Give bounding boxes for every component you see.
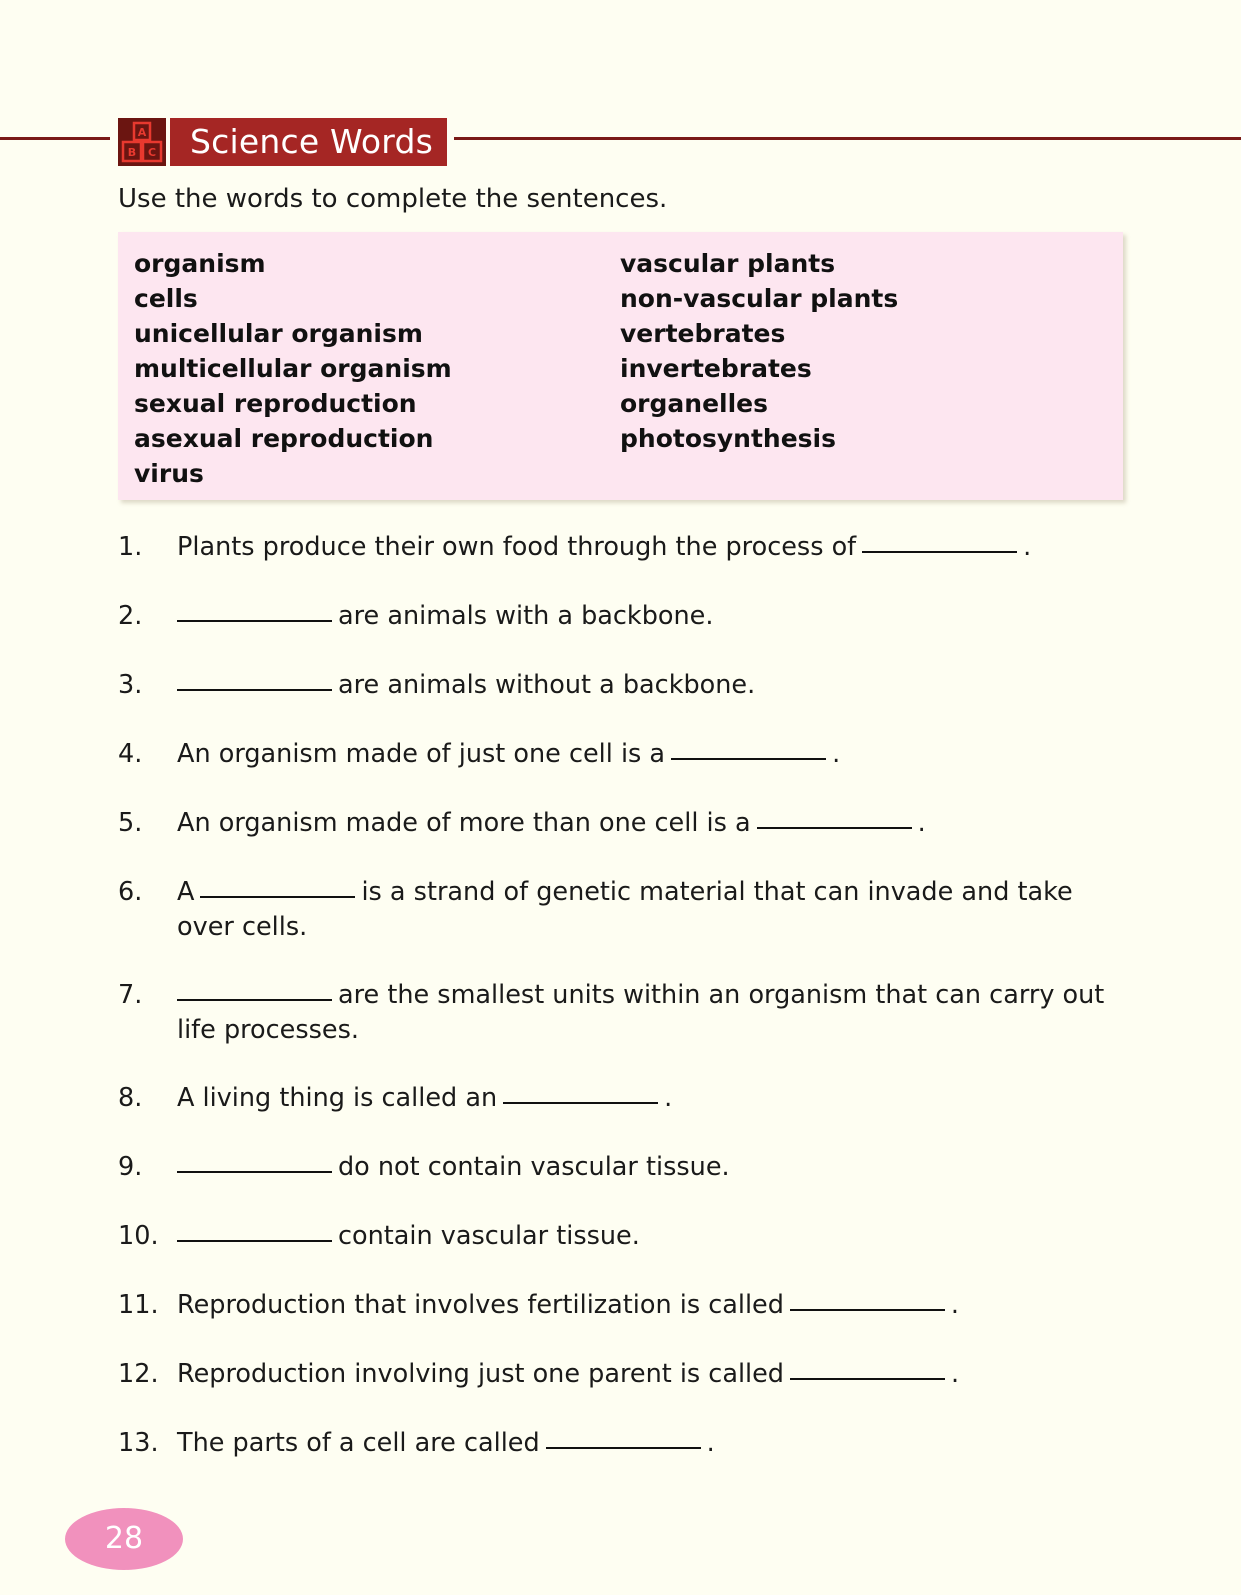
- word-bank-term: vascular plants: [620, 249, 836, 278]
- answer-blank[interactable]: [177, 999, 332, 1001]
- question-text: [177, 1288, 1117, 1323]
- question-text-after: .: [706, 1428, 715, 1458]
- question-number: 4.: [118, 739, 143, 769]
- question-text-after: are the smallest units within an organism that can carry out life processes.: [177, 980, 1105, 1045]
- word-bank-term: vertebrates: [620, 319, 786, 348]
- question-text: [177, 1150, 1117, 1185]
- header-rule-right: [454, 137, 1241, 140]
- word-bank-term: organelles: [620, 389, 768, 418]
- abc-blocks-icon: [118, 118, 166, 166]
- question-text-after: are animals without a backbone.: [338, 670, 756, 700]
- answer-blank[interactable]: [790, 1309, 945, 1311]
- question-text-after: .: [664, 1083, 673, 1113]
- question-text: [177, 1219, 1117, 1254]
- question-number: 5.: [118, 808, 143, 838]
- answer-blank[interactable]: [200, 896, 355, 898]
- section-title: Science Words: [170, 118, 447, 166]
- question-text-before: Plants produce their own food through the process of: [177, 532, 857, 562]
- question-text: [177, 530, 1117, 565]
- question-number: 13.: [118, 1428, 159, 1458]
- answer-blank[interactable]: [177, 689, 332, 691]
- word-bank: [118, 232, 1123, 500]
- word-bank-term: invertebrates: [620, 354, 812, 383]
- question-text: [177, 668, 1117, 703]
- question-text-before: The parts of a cell are called: [177, 1428, 540, 1458]
- question-text-before: An organism made of just one cell is a: [177, 739, 666, 769]
- question-number: 10.: [118, 1221, 159, 1251]
- question-text-before: A: [177, 877, 195, 907]
- question-text-after: .: [950, 1290, 960, 1320]
- question-number: 12.: [118, 1359, 159, 1389]
- question-text: [177, 875, 1117, 945]
- icon-letter-c: C: [147, 146, 157, 159]
- question-number: 8.: [118, 1083, 143, 1113]
- question-text-before: An organism made of more than one cell is a: [177, 808, 751, 838]
- answer-blank[interactable]: [546, 1447, 701, 1449]
- question-text-before: Reproduction involving just one parent is called: [177, 1359, 784, 1389]
- word-bank-left-column: [134, 246, 452, 491]
- question-text: [177, 1081, 1117, 1116]
- question-text-after: are animals with a backbone.: [338, 601, 714, 631]
- icon-letter-a: A: [137, 126, 147, 139]
- answer-blank[interactable]: [503, 1102, 658, 1104]
- question-text-after: contain vascular tissue.: [338, 1221, 640, 1251]
- instructions: Use the words to complete the sentences.: [118, 184, 668, 214]
- answer-blank[interactable]: [671, 758, 826, 760]
- question-text-after: .: [951, 1359, 960, 1389]
- question-number: 7.: [118, 980, 143, 1010]
- question-text: [177, 737, 1117, 772]
- word-bank-term: virus: [134, 459, 204, 488]
- question-text-before: Reproduction that involves fertilization is called: [177, 1290, 784, 1320]
- question-text: [177, 806, 1117, 841]
- question-text-after: do not contain vascular tissue.: [338, 1152, 730, 1182]
- question-text: [177, 1426, 1117, 1461]
- word-bank-term: non-vascular plants: [620, 284, 899, 313]
- question-text: [177, 599, 1117, 634]
- word-bank-term: organism: [134, 249, 266, 278]
- question-text: [177, 1357, 1117, 1392]
- question-number: 3.: [118, 670, 143, 700]
- question-number: 9.: [118, 1152, 143, 1182]
- answer-blank[interactable]: [757, 827, 912, 829]
- question-text-after: .: [832, 739, 841, 769]
- answer-blank[interactable]: [177, 620, 332, 622]
- answer-blank[interactable]: [790, 1378, 945, 1380]
- word-bank-term: cells: [134, 284, 198, 313]
- question-number: 1.: [118, 532, 143, 562]
- answer-blank[interactable]: [177, 1171, 332, 1173]
- question-number: 2.: [118, 601, 143, 631]
- question-text-after: .: [1023, 532, 1032, 562]
- word-bank-term: multicellular organism: [134, 354, 452, 383]
- word-bank-term: unicellular organism: [134, 319, 423, 348]
- word-bank-term: photosynthesis: [620, 424, 837, 453]
- question-text-before: A living thing is called an: [177, 1083, 498, 1113]
- page-number-badge: 28: [65, 1508, 183, 1570]
- header-rule-left: [0, 137, 110, 140]
- question-number: 11.: [118, 1290, 159, 1320]
- answer-blank[interactable]: [177, 1240, 332, 1242]
- icon-letter-b: B: [127, 146, 137, 159]
- question-text-after: .: [917, 808, 926, 838]
- question-number: 6.: [118, 877, 143, 907]
- word-bank-right-column: [620, 246, 898, 456]
- word-bank-term: asexual reproduction: [134, 424, 434, 453]
- question-text-after: is a strand of genetic material that can invade and take over cells.: [177, 877, 1073, 942]
- answer-blank[interactable]: [862, 551, 1017, 553]
- word-bank-term: sexual reproduction: [134, 389, 417, 418]
- question-text: [177, 978, 1117, 1048]
